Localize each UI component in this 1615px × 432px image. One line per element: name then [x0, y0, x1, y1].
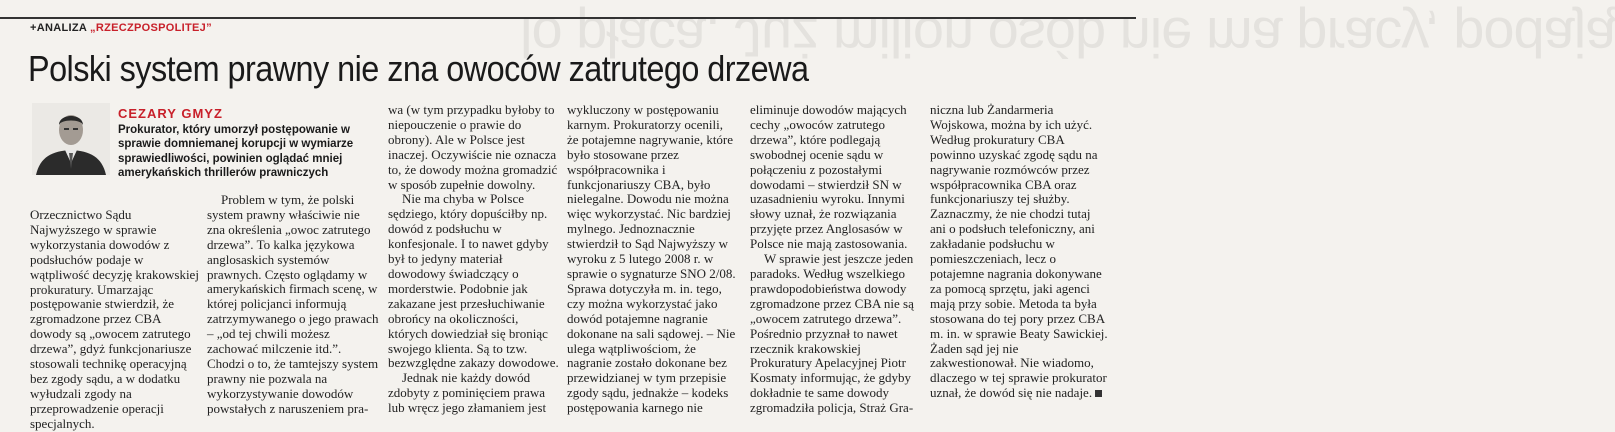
section-label [30, 22, 212, 34]
column-6-paragraph-1 [930, 103, 1108, 401]
article-column-4 [567, 103, 737, 416]
author-name: CEZARY GMYZ [118, 106, 223, 121]
lead-paragraph: Prokurator, który umorzył postępowanie w sprawie domniemanej korupcji w wymiarze sprawiedliwości, powinien oglądać mniej amerykańskich thrillerów prawniczych [118, 124, 354, 180]
article-column-6 [930, 103, 1108, 401]
author-photo [32, 103, 110, 175]
article-column-5 [750, 103, 922, 416]
column-4-paragraph-1: wykluczony w postępowaniu karnym. Prokuratorzy ocenili, że potajemne nagrywanie, które było stosowane przez współpracownika i funkcjonariuszy CBA, było nielegalne. Dowodu nie można więc wykorzystać. Nic bardziej mylnego. Jednoznacznie stwierdził to Sąd Najwyższy w wyroku z 5 lutego 2008 r. w sprawie o sygnaturze SNO 2/08. Sprawa dotyczyła m. in. tego, czy można wykorzystać jako dowód potajemne nagranie dokonane na sali sądowej. – Nie ulega wątpliwościom, że nagranie zostało dokonane bez przewidzianej w tym przepisie zgody sądu, jednakże – kodeks postępowania karnego nie [567, 102, 736, 416]
column-5-paragraph-1: eliminuje dowodów mających cechy „owoców zatrutego drzewa”, które podlegają swobodnej ocenie sądu w połączeniu z pozostałymi dowodami – stwierdził SN w uzasadnieniu wyroku. Innymi słowy uznał, że rozwiązania przyjęte przez Anglosasów w Polsce nie mają zastosowania. [750, 102, 908, 252]
column-6-paragraph-1-text: niczna lub Żandarmeria Wojskowa, można by ich użyć. Według prokuratury CBA powinno uzyskać zgodę sądu na nagrywanie rozmówców przez współpracownika CBA oraz funkcjonariuszy tej służby. Zaznaczmy, że nie chodzi tutaj ani o podsłuch telefoniczny, ani zakładanie podsłuchu w pomieszczeniach, lecz o potajemne nagrania dokonywane za pomocą sprzętu, jaki agenci mają przy sobie. Metoda ta była stosowana do tej pory przez CBA m. in. w sprawie Beaty Sawickiej. Żaden sąd jej nie zakwestionował. Nie wiadomo, dlaczego w tej sprawie prokurator uznał, że dowód się nie nadaje. [930, 102, 1108, 401]
headline: Polski system prawny nie zna owoców zatrutego drzewa [28, 48, 809, 89]
column-3-paragraph-2: Nie ma chyba w Polsce sędziego, który dopuściłby np. dowód z podsłuchu w konfesjonale. I to nawet gdyby był to jedyny materiał dowodowy świadczący o morderstwie. Podobnie jak zakazane jest przesłuchiwanie obrońcy na okoliczności, których dowiedział się broniąc swojego klienta. Są to tzw. bezwzględne zakazy dowodowe. [388, 191, 559, 371]
top-rule [0, 17, 1136, 19]
column-3-paragraph-3: Jednak nie każdy dowód zdobyty z pominięciem prawa lub wręcz jego złamaniem jest [388, 370, 547, 416]
section-prefix: +ANALIZA [30, 22, 87, 34]
article-column-2 [207, 193, 379, 417]
column-3-paragraph-1: wa (w tym przypadku byłoby to niepouczenie o prawie do obrony). Ale w Polsce jest inaczej. Oczywiście nie oznacza to, że dowody można gromadzić w sposób zupełnie dowolny. [388, 102, 558, 192]
section-name: „RZECZPOSPOLITEJ” [90, 22, 212, 34]
article-column-3 [388, 103, 560, 416]
column-1-paragraph-1: Orzecznictwo Sądu Najwyższego w sprawie wykorzystania dowodów z podsłuchów podaje w wątpliwość decyzję krakowskiej prokuratury. Umarzając postępowanie stwierdził, że zgromadzone przez CBA dowody są „owocem zatrutego drzewa”, gdyż funkcjonariusze stosowali technikę operacyjną bez zgody sądu, a w dodatku wyłudzali zgody na przeprowadzenie operacji specjalnych. [30, 207, 199, 431]
column-2-paragraph-1: Problem w tym, że polski system prawny właściwie nie zna określenia „owoc zatrutego drzewa”. To kalka językowa anglosaskich systemów prawnych. Często oglądamy w amerykańskich firmach scenę, w której policjanci informują zatrzymywanego o jego prawach – „od tej chwili możesz zachować milczenie itd.”. Chodzi o to, że tamtejszy system prawny nie pozwala na wykorzystywanie dowodów powstałych z naruszeniem pra- [207, 192, 379, 416]
bleed-through-text: lo płaca. Już milion osób nie ma pracy, podają [520, 6, 1615, 69]
column-5-paragraph-2: W sprawie jest jeszcze jeden paradoks. Według wszelkiego prawdopodobieństwa dowody zgromadzone przez CBA nie są „owocem zatrutego drzewa”. Pośrednio przyznał to nawet rzecznik krakowskiej Prokuratury Apelacyjnej Piotr Kosmaty informując, że gdyby dokładnie te same dowody zgromadziła policja, Straż Gra- [750, 251, 914, 416]
article-column-1 [30, 208, 202, 432]
end-of-article-mark [1095, 390, 1102, 397]
